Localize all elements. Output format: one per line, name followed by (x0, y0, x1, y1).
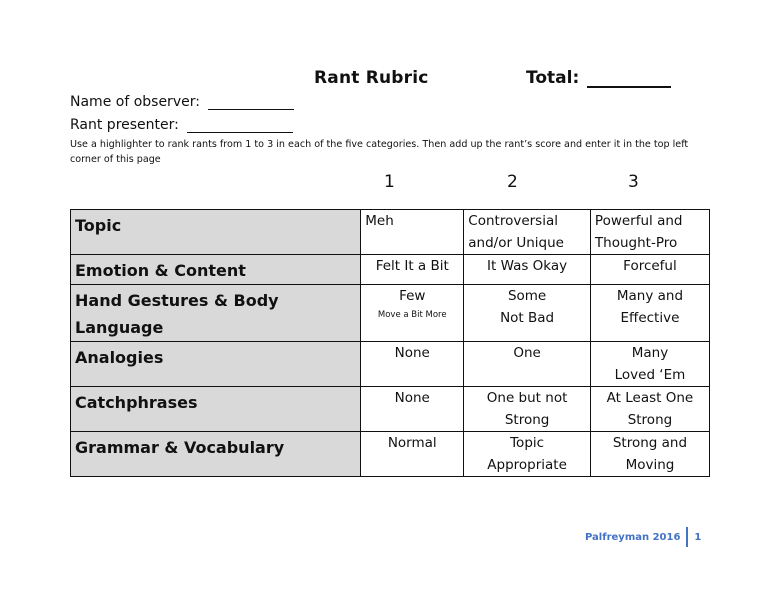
score-cell (590, 285, 709, 342)
score-cell (361, 255, 464, 285)
score-cell (361, 387, 464, 432)
score-cell (464, 432, 591, 477)
cell-text: Not Bad (500, 310, 555, 326)
total-blank (587, 70, 671, 88)
category-catchphrases: Catchphrases (71, 387, 361, 432)
cell-text: Meh (365, 213, 394, 229)
cell-text: One but not (486, 390, 568, 406)
score-cell (464, 342, 591, 387)
score-cell (590, 387, 709, 432)
cell-text: Few (399, 288, 426, 304)
stray-dot: . (70, 470, 73, 479)
score-cell (590, 210, 709, 255)
cell-text: None (394, 390, 430, 406)
cell-text: Strong (627, 412, 673, 428)
footer-author: Palfreyman 2016 (585, 532, 681, 543)
cell-text: Controversial (468, 213, 558, 229)
table-row (71, 342, 710, 387)
presenter-blank (187, 119, 293, 133)
score-cell (361, 210, 464, 255)
page-number: 1 (694, 532, 702, 543)
cell-text: Powerful and (594, 213, 683, 229)
cell-text: Strong (504, 412, 550, 428)
cell-text: Topic (510, 435, 545, 451)
table-row (71, 432, 710, 477)
column-number-2: 2 (507, 172, 518, 192)
category-label: Hand Gestures & Body (75, 291, 279, 310)
column-number-1: 1 (384, 172, 395, 192)
score-cell (590, 342, 709, 387)
cell-text: Thought-Pro (594, 235, 678, 251)
category-label: Language (75, 318, 164, 337)
score-cell (361, 285, 464, 342)
total-field (526, 68, 671, 88)
category-gestures (71, 285, 361, 342)
observer-blank (208, 96, 294, 110)
cell-text: Appropriate (487, 457, 567, 473)
category-analogies: Analogies (71, 342, 361, 387)
page-title: Rant Rubric (314, 68, 429, 88)
page-footer (585, 527, 701, 547)
cell-text: Forceful (623, 258, 677, 274)
rubric-table (70, 209, 710, 477)
observer-field (70, 94, 294, 110)
score-cell (590, 432, 709, 477)
cell-text: It Was Okay (487, 258, 568, 274)
category-grammar: Grammar & Vocabulary (71, 432, 361, 477)
cell-text: Moving (625, 457, 675, 473)
cell-text: and/or Unique (468, 235, 564, 251)
category-topic: Topic (71, 210, 361, 255)
cell-text: Normal (387, 435, 437, 451)
presenter-label: Rant presenter: (70, 117, 179, 133)
cell-text: One (513, 345, 541, 361)
total-label: Total: (526, 68, 580, 88)
cell-text: Loved ‘Em (614, 367, 686, 383)
category-emotion: Emotion & Content (71, 255, 361, 285)
table-row (71, 255, 710, 285)
presenter-field (70, 117, 293, 133)
table-row (71, 387, 710, 432)
cell-note: Move a Bit More (377, 310, 447, 320)
instructions: Use a highlighter to rank rants from 1 to 3 in each of the five categories. Then add up the rant’s score and enter it in the top left corner of this page (70, 139, 689, 165)
cell-text: None (394, 345, 430, 361)
footer-divider (686, 527, 688, 547)
column-number-3: 3 (628, 172, 639, 192)
score-cell (464, 387, 591, 432)
score-cell (464, 255, 591, 285)
cell-text: Felt It a Bit (375, 258, 449, 274)
score-cell (590, 255, 709, 285)
table-row (71, 210, 710, 255)
table-row (71, 285, 710, 342)
score-cell (361, 342, 464, 387)
cell-text: Strong and (612, 435, 688, 451)
score-cell (361, 432, 464, 477)
score-cell (464, 285, 591, 342)
cell-text: Effective (620, 310, 680, 326)
cell-text: Many (631, 345, 669, 361)
score-cell (464, 210, 591, 255)
cell-text: Some (507, 288, 547, 304)
cell-text: At Least One (606, 390, 694, 406)
cell-text: Many and (616, 288, 684, 304)
observer-label: Name of observer: (70, 94, 200, 110)
